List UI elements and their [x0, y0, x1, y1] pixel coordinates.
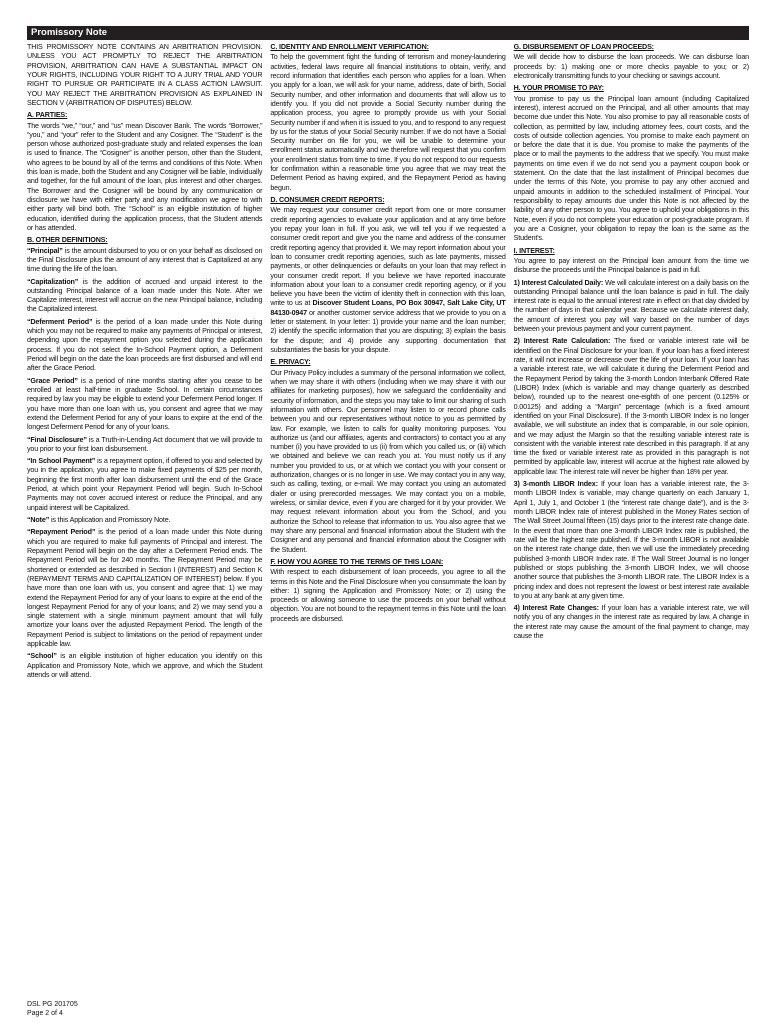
credit-text	[270, 206, 505, 355]
privacy-text: Our Privacy Policy includes a summary of the personal information we collect, when we may share it with others (including when we may share it with our affiliates for marketing purposes), how we safeguard the confidentiality and security of information, and the steps you may take to limit our sharing of such information with others. Our personnel may listen to or record phone calls between you and our representatives without notice to you as permitted by law. For example, we listen to calls for quality monitoring purposes. You authorize us (and our affiliates, agents and contractors) to contact you at any number (i) you have provided to us (ii) from which you called us, or (iii) which we obtained and believe we can reach you at. You must notify us if any number you provided to us, or at which we contact you with your consent or authorization, changes or is no longer in use. We may contact you in any way, such as calling, texting, or e-mail. We may contact you using an automated dialer or using prerecorded messages. We may contact you on a mobile, wireless, or similar device, even if you are charged for it by your provider. We may request relevant information about you from the School, and you authorize the School to release that information to us. You also agree that we may share any personal and financial information about the Student with the Cosigner and any personal and financial information about the Cosigner with the Student.	[270, 368, 506, 554]
term-repayment: “Repayment Period”	[27, 528, 96, 537]
column-right	[514, 43, 749, 683]
def-note	[27, 516, 262, 525]
def-final-disclosure	[27, 436, 262, 455]
term-deferment: “Deferment Period”	[27, 317, 93, 326]
disbursement-heading: G. DISBURSEMENT OF LOAN PROCEEDS:	[513, 43, 654, 51]
privacy-heading: E. PRIVACY:	[270, 358, 311, 367]
def-school-text: is an eligible institution of higher education you identify on this Application and Promissory Note, which we approve, and which the Student attends or will attend.	[27, 652, 263, 679]
identity-text: To help the government fight the funding of terrorism and money-laundering activities, federal laws require all financial institutions to obtain, verify, and record information that identifies each person who applies for a loan. When you apply for a loan, we will ask for your name, address, date of birth, Social Security number, and other information and documents that will allow us to identify you. If you did not provide a Social Security number during the application process, you agree to promptly provide us with your Social Security number if and when it is issued to you, and to respond to any request by us for the status of your Social Security number. If we do not have a Social Security number on file for you, we will be unable to determine your enrollment status automatically and we therefore will request that you confirm your enrollment status from time to time. If you do not respond to our requests for confirmation within a reasonable time you agree that we may treat the Deferment Period as having expired, and the Repayment Period as having begun.	[270, 53, 506, 192]
interest-daily-text: We will calculate interest on a daily basis on the outstanding Principal balance until the loan balance is paid in full. The daily interest rate is equal to the annual interest rate in effect on that day divided by the number of days in that calendar year. Because we calculate interest daily, the amount of interest you pay will vary based on the number of days between your previous payment and your current payment.	[513, 278, 749, 334]
interest-daily	[514, 279, 749, 335]
term-principal: “Principal”	[27, 246, 63, 255]
credit-address: Discover Student Loans, PO Box 30947, Salt Lake City, UT 84130-0947	[270, 299, 506, 317]
credit-text-part1: We may request your consumer credit report from one or more consumer credit reporting agencies to evaluate your application and at any time before you repay your loan in full. If you ask, we will tell you if we requested a consumer credit report and give you the name and address of the consumer credit reporting agency that provided it. We may report information about your loan to consumer credit reporting agencies, such as late payments, missed payments, or other delinquencies or defaults on your loan that may reflect in your consumer credit report. If you believe we have reported inaccurate information about your loan to a consumer credit reporting agency, or if you believe you have been the victim of identity theft in connection with this loan, write to us at	[270, 206, 506, 308]
column-left	[27, 43, 262, 683]
interest-rate-calc	[514, 337, 749, 477]
identity-heading: C. IDENTITY AND ENROLLMENT VERIFICATION:	[270, 43, 429, 51]
interest-libor	[514, 480, 749, 601]
interest-changes-text: If your loan has a variable interest rate, we will notify you of any changes in the interest rate as required by law. A change in the interest rate may cause the amount of the final payment to change, may cause the	[513, 604, 749, 641]
def-note-text: is this Application and Promissory Note.	[49, 516, 171, 524]
term-in-school: “In School Payment”	[27, 457, 96, 466]
def-deferment	[27, 318, 262, 374]
term-final-disclosure: “Final Disclosure”	[27, 435, 87, 444]
def-in-school-text: is a repayment option, if offered to you and selected by you in the application, you agree to make fixed payments of $25 per month, beginning the first month after loan disbursement until the end of the Grace Period, at which point your Repayment Period will begin. Such In-School Payments may not cover accrued interest or reduce the Principal, and any unpaid interest will be Capitalized.	[27, 457, 263, 512]
document-code: DSL PG 201705	[27, 1001, 78, 1008]
def-repayment-text: is the period of a loan made under this Note during which you are required to make full payments of Principal and interest. The Repayment Period will begin on the day after a Deferment Period ends. The Repayment Period will be for 240 months. The Repayment Period may be shortened or extended as described in Section I (INTEREST) and Section K (REPAYMENT TERMS AND CAPITALIZATION OF INTEREST) below. If you have more than one loan with us, you consent and agree that: 1) we may extend the Repayment Period for any of your loans to expire at the end of the longest Repayment Period for any of your loans; and 2) we may send you a single statement with a single minimum payment amount that will fully amortize your loans over the adjusted Repayment Period. The length of the Repayment Period is subject to limitations on the period of repayment under applicable law.	[27, 528, 263, 649]
credit-text-part2: or another customer service address that we provide to you on a letter or statement. In your letter: 1) provide your name and the loan number; 2) identify the specific information that you are disputing; 3) explain the basis for the dispute; and 4) provide any supporting documentation that substantiates the basis for your dispute.	[270, 308, 506, 354]
def-deferment-text: is the period of a loan made under this Note during which you may not be required to make any payments of Principal or interest, depending upon the repayment option you selected during the application process. If you do not select the In-School Payment option, a Deferment Period will begin on the date the loan proceeds are first disbursed and will end after the Grace Period.	[27, 317, 263, 373]
section-title-bar: Promissory Note	[27, 26, 749, 40]
interest-libor-text: If your loan has a variable interest rate, the 3-month LIBOR Index is variable, may change quarterly on each January 1, April 1, July 1, and October 1 (the “interest rate change date”), and is the 3-month LIBOR Index rate of interest published in the Money Rates section of The Wall Street Journal fifteen (15) days prior to the interest rate change date. In the event that more than one 3-month LIBOR Index rate is published, the rate will be the highest rate published. If the 3-month LIBOR is not available on the interest rate change date, then we will use the immediately preceding published 3-month LIBOR Index rate. If The Wall Street Journal is no longer published or stops publishing the 3-month LIBOR Index, we will choose another source that publishes the 3-month LIBOR rate. The LIBOR Index is a pricing index and does not represent the lowest or best interest rate available to you at any bank at any given time.	[513, 480, 749, 600]
interest-heading: I. INTEREST:	[513, 246, 555, 255]
arbitration-notice: THIS PROMISSORY NOTE CONTAINS AN ARBITRATION PROVISION. UNLESS YOU ACT PROMPTLY TO REJECT THE ARBITRATION PROVISION, ARBITRATION CAN HAVE A SUBSTANTIAL IMPACT ON YOUR RIGHTS, INCLUDING YOUR RIGHT TO A JURY TRIAL AND YOUR RIGHT TO PURSUE OR PARTICIPATE IN A CLASS ACTION LAWSUIT. YOU MAY REJECT THE ARBITRATION PROVISION AS EXPLAINED IN SECTION V (ARBITRATION OF DISPUTES) BELOW.	[27, 43, 263, 107]
credit-heading: D. CONSUMER CREDIT REPORTS:	[270, 196, 385, 204]
interest-rate-calc-text: The fixed or variable interest rate will be identified on the Final Disclosure for your loan. If your loan has a fixed interest rate, it will not increase or decrease over the life of your loan. If your loan has a variable interest rate, we will calculate it during the Deferment Period and the Repayment Period by taking the 3-month London Interbank Offered Rate (LIBOR) Index (which is variable and may change quarterly as described below), rounded up to the nearest one-eighth of one percent (0.125% or 0.00125) and adding a “Margin” percentage (which is a fixed amount identified on your Final Disclosure). If the 3-month LIBOR Index is no longer available, we will substitute an index that is comparable, in our sole opinion, and we may adjust the Margin so that the resulting variable interest rate is consistent with the variable interest rate described in this paragraph. If at any time the fixed or variable interest rate as provided in this paragraph is not permitted by applicable law, interest will accrue at the highest rate allowed by applicable law. The interest rate will never be higher than 18% per year.	[513, 337, 749, 476]
interest-text: You agree to pay interest on the Principal loan amount from the time we disburse the proceeds until the Principal balance is paid in full.	[513, 256, 749, 275]
column-middle	[270, 43, 505, 683]
def-principal-text: is the amount disbursed to you or on your behalf as disclosed on the Final Disclosure plus the amount of any interest that is Capitalized at any time during the life of the loan.	[27, 246, 263, 274]
parties-text: The words “we,” “our,” and “us” mean Discover Bank. The words “Borrower,” “you,” and “your” refer to the Student and any Cosigner. The “Student” is the person whose authorized post-graduate study and related expenses the loan is used to finance. The “Cosigner” is another person, other than the Student, who agrees to be bound by all of the terms and conditions of this Note. When this loan is made, both the Student and any Cosigner will be liable, individually and together, for the full amount of the loan, plus interest and other charges. The Borrower and the Cosigner will be bound by any communication or disclosure we have with either party and any modification we agree to with either party will bind both. The “School” is an eligible institution of higher education, identified during the application process, that the Student attends or has attended.	[27, 121, 263, 232]
promise-text: You promise to pay us the Principal loan amount (including Capitalized interest), interest accrued on the Principal, and all other amounts that may become due under this Note. You also promise to pay all reasonable costs of collection, as permitted by law, including attorney fees, court costs, and the costs of outside collection agencies. You promise to make each payment on or before the date that it is due. You promise to make the payments of the place or to mail the payments to the address that we specify. You must make payments on time even if we do not send you a payment coupon book or statement. On the date that the last installment of Principal becomes due under the terms of this Note, you promise to pay any other accrued and unpaid amounts in addition to the scheduled installment of Principal. Your responsibility to repay amounts due under this Note is not affected by the liability of any other person to you. You agree to uphold your obligations in this Note, even if you do not complete your education or post-graduate program. If you are a Cosigner, your obligation to repay the loan is the same as the Student's.	[513, 94, 749, 243]
promissory-note-page	[27, 26, 749, 683]
def-final-disclosure-text: is a Truth-in-Lending Act document that we will provide to you prior to your first loan disbursement.	[27, 435, 263, 453]
terms-text: With respect to each disbursement of loan proceeds, you agree to all the terms in this Note and the Final Disclosure when you consummate the loan by either: 1) signing the Application and Promissory Note; or 2) using the proceeds or allowing someone to use the proceeds on your behalf without objection. You are not bound to the repayment terms in this Note until the loan proceeds are disbursed.	[270, 568, 506, 623]
term-interest-libor: 3) 3-month LIBOR Index:	[513, 480, 598, 489]
def-capitalization	[27, 278, 262, 315]
term-grace: “Grace Period”	[27, 376, 78, 385]
def-principal	[27, 247, 262, 275]
term-capitalization: “Capitalization”	[27, 277, 79, 286]
promise-heading: H. YOUR PROMISE TO PAY:	[513, 84, 604, 93]
term-interest-changes: 4) Interest Rate Changes:	[513, 604, 599, 613]
def-grace	[27, 377, 262, 433]
term-interest-daily: 1) Interest Calculated Daily:	[513, 278, 604, 287]
interest-changes	[514, 604, 749, 641]
parties-heading: A. PARTIES:	[27, 111, 68, 120]
term-school: “School”	[27, 652, 57, 661]
def-capitalization-text: is the addition of accrued and unpaid interest to the outstanding Principal balance of a loan made under this Note. After we Capitalize interest, interest will accrue on the new Principal balance, including the Capitalized interest.	[27, 277, 263, 314]
def-in-school	[27, 457, 262, 513]
def-grace-text: is a period of nine months starting after you cease to be enrolled at least half-time in graduate School. In certain circumstances required by law you may be eligible to extend your Deferment Period longer. If you have more than one loan with us, you consent and agree that we may extend the Deferment Period for any of your loans to expire at the end of the longest Deferment Period for any of your loans.	[27, 376, 263, 432]
terms-heading: F. HOW YOU AGREE TO THE TERMS OF THIS LOAN:	[270, 557, 444, 566]
text-columns	[27, 43, 749, 683]
term-note: “Note”	[27, 516, 50, 524]
def-school	[27, 652, 262, 680]
def-repayment	[27, 528, 262, 649]
page-number: Page 2 of 4	[27, 1010, 63, 1017]
term-interest-rate-calc: 2) Interest Rate Calculation:	[513, 337, 611, 346]
disbursement-text: We will decide how to disburse the loan proceeds. We can disburse loan proceeds by: 1) making one or more checks payable to you; or 2) electronically transmitting funds to your checking or savings account.	[513, 53, 749, 80]
definitions-heading: B. OTHER DEFINITIONS:	[27, 236, 108, 245]
page-footer	[27, 1000, 78, 1018]
